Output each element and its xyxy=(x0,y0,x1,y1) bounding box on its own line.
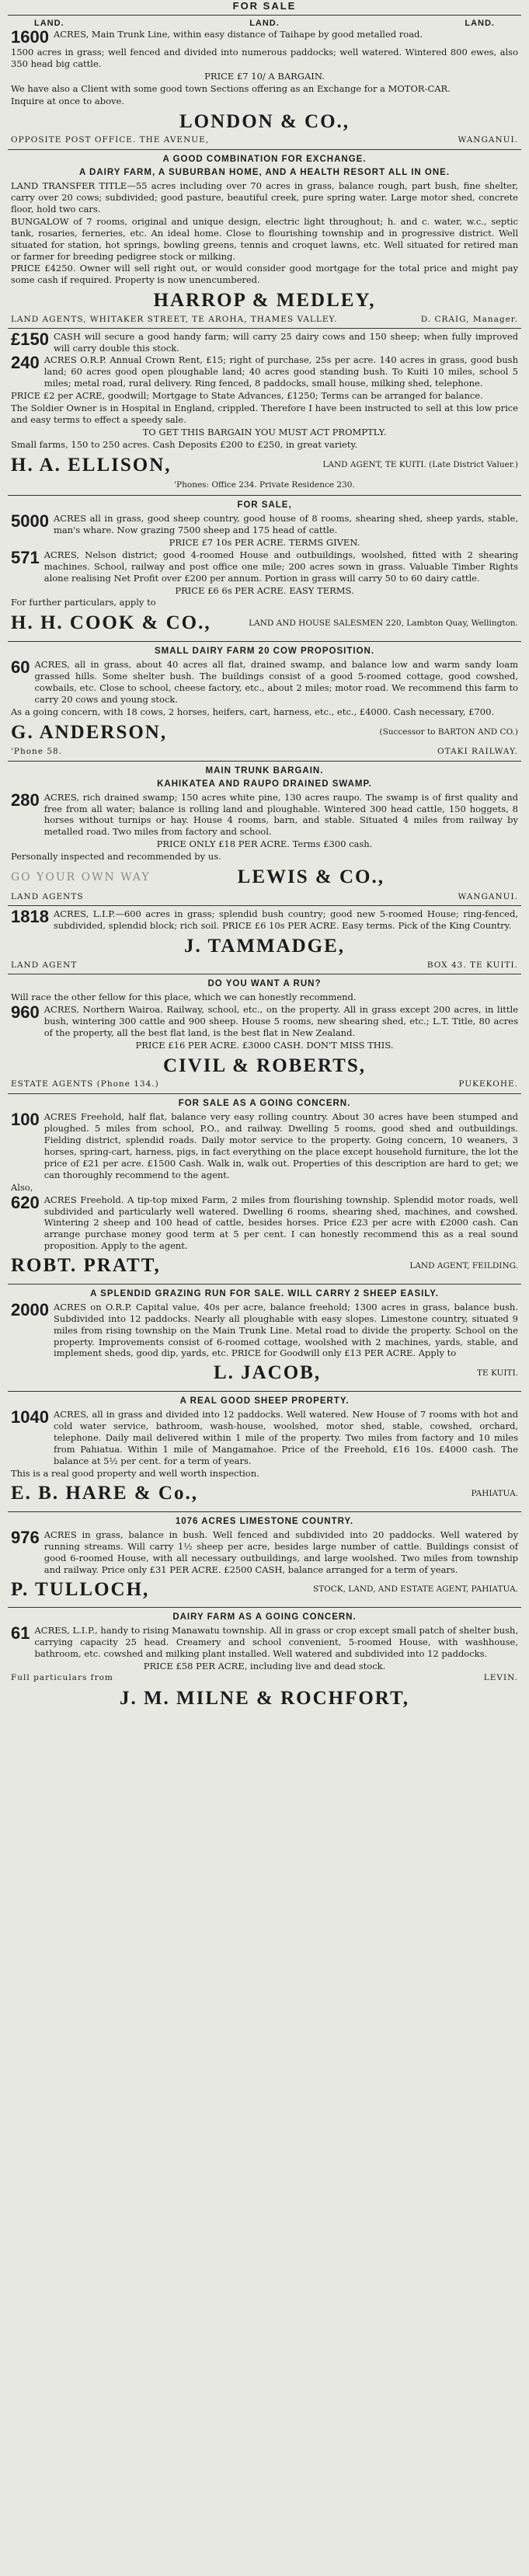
ad-milne-rochfort xyxy=(8,1608,521,1715)
listing-text: ACRES, L.I.P.—600 acres in grass; splendid bush country; good new 5-roomed House; ring-fenced, subdivided, splendid block; rich soil. PRICE £6 10s PER ACRE. Easy terms. Pick of the King Country. xyxy=(53,908,518,932)
ad-jacob xyxy=(8,1285,521,1392)
listing-text: ACRES O.R.P. Annual Crown Rent, £15; right of purchase, 25s per acre. 140 acres in grass, good bush land; 60 acres good open ploughable land; 40 acres good standing bush. To Kuiti 10 miles, school 5 miles; metal road, rural delivery. Ring fenced, 8 paddocks, small house, milking shed, telephone. xyxy=(44,354,518,389)
classified-page xyxy=(8,0,521,2576)
acreage: 1600 xyxy=(11,27,49,47)
ad-hare-co xyxy=(8,1392,521,1512)
ad-lewis-co xyxy=(8,762,521,907)
paragraph: Small farms, 150 to 250 acres. Cash Deposits £200 to £250, in great variety. xyxy=(11,438,358,450)
acreage: 620 xyxy=(11,1192,40,1212)
acreage: 100 xyxy=(11,1110,40,1130)
firm-details: STOCK, LAND, AND ESTATE AGENT, PAHIATUA. xyxy=(312,1584,518,1595)
listing xyxy=(11,513,518,536)
ad-ellison xyxy=(8,329,521,496)
firm-address xyxy=(11,747,518,758)
firm-address xyxy=(11,892,518,903)
price-figure: £150 xyxy=(11,329,49,350)
ad-heading: FOR SALE, xyxy=(237,500,292,510)
paragraph: PRICE £4250. Owner will sell right out, or would consider good mortgage for the total price and might pay some cash if required. Property is now unencumbered. xyxy=(11,263,518,286)
firm-address xyxy=(11,135,518,146)
listing xyxy=(11,1299,518,1360)
listing xyxy=(11,1625,518,1660)
firm-row xyxy=(11,609,518,638)
ad-heading: DAIRY FARM AS A GOING CONCERN. xyxy=(172,1612,357,1623)
listing-text: ACRES, rich drained swamp; 150 acres white pine, 130 acres raupo. The swamp is of first quality and free from all water; balance is rolling land and ploughable. Wintered 300 head cattle, 150 hoggets, 8 horses without turnips or hay. House 4 rooms, barn, and stable. Situated 4 miles from railway by metalled road. Two miles from factory and school. xyxy=(44,791,518,838)
firm-address xyxy=(11,315,518,326)
firm-name: HARROP & MEDLEY, xyxy=(153,290,376,312)
firm-details: LAND AGENT, TE KUITI. (Late District Valuer.) xyxy=(322,460,518,470)
ad-anderson xyxy=(8,642,521,762)
ad-pratt xyxy=(8,1094,521,1285)
inquire-note: Inquire at once to above. xyxy=(11,95,125,106)
paragraph: PRICE £2 per ACRE, goodwill; Mortgage to State Advances, £1250; Terms can be arranged for balance. xyxy=(11,390,483,402)
acreage: 960 xyxy=(11,1002,40,1023)
address-left: ESTATE AGENTS (Phone 134.) xyxy=(11,1079,159,1089)
ad-london-co xyxy=(8,16,521,150)
address-right: WANGANUI. xyxy=(458,135,518,145)
address-left: LAND AGENTS, WHITAKER STREET, TE AROHA, THAMES VALLEY. xyxy=(11,314,338,324)
firm-row xyxy=(11,1576,518,1605)
client-note: We have also a Client with some good town Sections offering as an Exchange for a MOTOR-CAR. xyxy=(11,83,451,94)
address-right: LEVIN. xyxy=(483,1672,518,1682)
firm-details: LAND AND HOUSE SALESMEN 220, Lambton Quay, Wellington. xyxy=(249,618,518,628)
price: PRICE £6 6s PER ACRE. EASY TERMS. xyxy=(175,584,354,596)
listing-text: ACRES, Main Trunk Line, within easy distance of Taihape by good metalled road. xyxy=(53,29,423,40)
listing-text: ACRES, Nelson district; good 4-roomed House and outbuildings, woolshed, fitted with 2 shearing machines. School, railway and post office one mile; 200 acres sown in grass. Valuable Timber Rights alone realising Net Profit over £200 per annum. Portion in grass will carry 50 to 60 dairy cattle. xyxy=(44,549,518,584)
firm-name: LONDON & CO., xyxy=(179,110,350,132)
ad-heading: MAIN TRUNK BARGAIN. xyxy=(205,765,324,776)
faded-text: GO YOUR OWN WAY xyxy=(11,871,151,884)
price: PRICE £16 PER ACRE. £3000 CASH. DON'T MISS THIS. xyxy=(135,1040,394,1051)
firm-address xyxy=(11,1079,518,1090)
phone: 'Phone 58. xyxy=(11,747,63,757)
paragraph: Personally inspected and recommended by us. xyxy=(11,851,221,863)
listing xyxy=(11,354,518,389)
listing-text: ACRES, all in grass and divided into 12 paddocks. Well watered. New House of 7 rooms with hot and cold water service, bathroom, wash-house, woolshed, motor shed, stable, cowshed, orchard, telephone. Daily mail delivered within 1 mile of the property. Two miles from factory and 10 miles from Pahiatua. Within 1 mile of Mangamahoe. Price of the Freehold, £16 10s. £4000 cash. The balance at 5½ per cent. for a term of years. xyxy=(53,1408,518,1466)
firm-name: ROBT. PRATT, xyxy=(11,1255,161,1277)
listing-body: 1500 acres in grass; well fenced and divided into numerous paddocks; well watered. Wintered 800 ewes, also 350 head big cattle. xyxy=(11,47,518,70)
acreage: 240 xyxy=(11,353,40,373)
ad-subheading: A DAIRY FARM, A SUBURBAN HOME, AND A HEALTH RESORT ALL IN ONE. xyxy=(78,167,451,177)
acreage: 61 xyxy=(11,1623,30,1644)
ad-harrop-medley xyxy=(8,150,521,329)
land-label: LAND. xyxy=(249,18,280,28)
ad-heading: DO YOU WANT A RUN? xyxy=(207,979,322,989)
listing xyxy=(11,792,518,838)
call-to-action: TO GET THIS BARGAIN YOU MUST ACT PROMPTLY. xyxy=(142,426,387,437)
land-row xyxy=(11,18,518,29)
ad-civil-roberts xyxy=(8,974,521,1094)
firm-row xyxy=(11,1480,518,1508)
price: PRICE ONLY £18 PER ACRE. Terms £300 cash. xyxy=(156,838,373,850)
paragraph: This is a real good property and well worth inspection. xyxy=(11,1467,259,1479)
acreage: 1818 xyxy=(11,907,49,927)
further-note: Full particulars from xyxy=(11,1672,113,1682)
address-right: BOX 43. TE KUITI. xyxy=(426,960,518,970)
address-right: D. CRAIG, Manager. xyxy=(420,314,518,324)
firm-row xyxy=(11,451,518,480)
firm-details: (Successor to BARTON AND CO.) xyxy=(379,727,518,737)
firm-name: LEWIS & CO., xyxy=(237,866,385,888)
ad-tulloch xyxy=(8,1512,521,1608)
ad-cook-co xyxy=(8,496,521,642)
paragraph: LAND TRANSFER TITLE—55 acres including over 70 acres in grass, balance rough, part bush, fine shelter, carry over 20 cows; subdivided; good pasture, beautiful creek, pure spring water. Large motor shed, concrete floor, hold two cars. xyxy=(11,180,518,214)
ad-heading: FOR SALE AS A GOING CONCERN. xyxy=(178,1099,351,1109)
firm-details: PAHIATUA. xyxy=(471,1488,518,1498)
listing-text: ACRES on O.R.P. Capital value, 40s per acre, balance freehold; 1300 acres in grass, balance bush. Subdivided into 12 paddocks. Nearly all ploughable with easy slopes. Limestone country, situated 9 miles from rising township on the Main Trunk Line. Metal road to divide the property. School on the property. Improvements consist of 6-roomed cottage, woolshed with 2 machines, yards, stable, and implement sheds, good dip, yards, etc. PRICE for Goodwill only £13 PER ACRE. Apply to xyxy=(53,1301,518,1359)
listing-text: ACRES, Northern Wairoa. Railway, school, etc., on the property. All in grass except 200 acres, in little bush, wintering 300 cattle and 900 sheep. House 5 rooms, new shearing shed, etc.; L.T. Title, 80 acres of the property, all the best flat land, is the best flat in New Zealand. xyxy=(44,1004,518,1039)
acreage: 1040 xyxy=(11,1407,49,1427)
paragraph: The Soldier Owner is in Hospital in England, crippled. Therefore I have been instructed to sell at this low price and easy terms to effect a speedy sale. xyxy=(11,403,518,426)
acreage: 571 xyxy=(11,547,40,567)
firm-name: J. TAMMADGE, xyxy=(183,936,346,957)
firm-name: H. H. COOK & CO., xyxy=(11,612,211,634)
paragraph: Will race the other fellow for this place, which we can honestly recommend. xyxy=(11,992,357,1003)
firm-name: H. A. ELLISON, xyxy=(11,454,172,476)
paragraph: BUNGALOW of 7 rooms, original and unique design, electric light throughout; h. and c. water, w.c., septic tank, rosaries, ferneries, etc. An ideal home. Close to flourishing township and in progressive district. Well situated for station, hot springs, bowling greens, tennis and croquet lawns, etc. Well situated for retired man or farmer for breeding pedigree stock or milking. xyxy=(11,215,518,262)
firm-address xyxy=(11,1673,518,1684)
address-left: OPPOSITE POST OFFICE. THE AVENUE, xyxy=(11,135,210,145)
also-note: Also, xyxy=(11,1181,33,1193)
address-right: OTAKI RAILWAY. xyxy=(437,747,518,757)
firm-row xyxy=(11,863,518,892)
listing xyxy=(11,1194,518,1253)
listing-text: ACRES, all in grass, about 40 acres all flat, drained swamp, and balance low and warm sandy loam grassed hills. Some shelter bush. The buildings consist of a good 5-roomed cottage, good cowshed, cowbails, etc. Close to school, cheese factory, etc., about 2 miles; motor road. We recommend this farm to carry 20 cows and young stock. xyxy=(34,658,518,705)
firm-details: LAND AGENT, FEILDING. xyxy=(409,1260,518,1271)
listing xyxy=(11,908,518,932)
firm-name: J. M. MILNE & ROCHFORT, xyxy=(119,1687,410,1709)
firm-row xyxy=(11,1252,518,1281)
listing-text: ACRES, L.I.P., handy to rising Manawatu township. All in grass or crop except small patch of shelter bush, carrying capacity 25 head. Creamery and school convenient, 5-roomed House, with washhouse, bathroom, etc. cowshed and milking plant installed. Well watered and subdivided into 12 paddocks. xyxy=(34,1625,518,1659)
ad-heading: A SPLENDID GRAZING RUN FOR SALE. WILL CARRY 2 SHEEP EASILY. xyxy=(90,1288,439,1298)
firm-name: L. JACOB, xyxy=(213,1362,322,1384)
land-label: LAND. xyxy=(34,18,64,28)
acreage: 60 xyxy=(11,657,30,677)
firm-name: P. TULLOCH, xyxy=(11,1578,150,1600)
listing-text: ACRES Freehold, half flat, balance very easy rolling country. About 30 acres have been stumped and ploughed. 5 miles from school, P.O., and railway. Dwelling 5 rooms, good shed and outbuildings. Fielding district, splendid roads. Daily motor service to the property. Going concern, 10 weaners, 3 horses, spring-cart, harness, pigs, in fact everything on the place except household furniture, the lot the price of £21 per acre. £1500 Cash. Walk in, walk out. Properties of this description are hard to get; we can thoroughly recommend to the agent. xyxy=(44,1111,518,1180)
listing xyxy=(11,549,518,584)
price: PRICE £58 PER ACRE, including live and dead stock. xyxy=(143,1660,386,1671)
address-right: PUKEKOHE. xyxy=(458,1079,518,1089)
ad-heading: A GOOD COMBINATION FOR EXCHANGE. xyxy=(162,155,367,165)
firm-row xyxy=(11,719,518,748)
acreage: 976 xyxy=(11,1527,40,1547)
listing xyxy=(11,1529,518,1576)
ad-tammadge xyxy=(8,906,521,974)
page-header: FOR SALE xyxy=(8,0,521,16)
firm-name: G. ANDERSON, xyxy=(11,721,168,743)
listing-text: ACRES Freehold. A tip-top mixed Farm, 2 miles from flourishing township. Splendid motor roads, well subdivided and particularly well watered. Dwelling 6 rooms, shearing shed, machines, and cowshed. Wintering 2 sheep and 100 head of cattle, besides horses. Price £23 per acre with £2000 cash. Can arrange purchase money good term at 5 per cent. I can honestly recommend this as a real sound proposition. Apply to the agent. xyxy=(44,1194,518,1252)
listing xyxy=(11,1111,518,1181)
ad-heading: SMALL DAIRY FARM 20 COW PROPOSITION. xyxy=(154,646,375,656)
listing-text: ACRES in grass, balance in bush. Well fenced and subdivided into 20 paddocks. Well watered by running streams. Will carry 1½ sheep per acre, besides large number of cattle. Buildings consist of good 6-roomed House, with all necessary outbuildings, and large woolshed. Two miles from township and railway. Price only £31 PER ACRE. £2500 CASH, balance arranged for a term of years. xyxy=(44,1529,518,1575)
further-note: For further particulars, apply to xyxy=(11,597,156,608)
address-left: LAND AGENT xyxy=(11,960,78,970)
firm-details: TE KUITI. xyxy=(477,1368,518,1378)
firm-row xyxy=(11,1359,518,1388)
firm-address xyxy=(11,960,518,971)
listing xyxy=(11,659,518,706)
listing xyxy=(11,1004,518,1039)
listing xyxy=(11,331,518,354)
address-left: LAND AGENTS xyxy=(11,891,84,901)
listing xyxy=(11,1409,518,1467)
phones: 'Phones: Office 234. Private Residence 230. xyxy=(174,480,355,490)
price: PRICE £7 10/ A BARGAIN. xyxy=(204,71,325,82)
firm-name: E. B. HARE & Co., xyxy=(11,1483,198,1504)
acreage: 5000 xyxy=(11,511,49,531)
firm-name: CIVIL & ROBERTS, xyxy=(162,1054,367,1076)
listing xyxy=(11,29,518,46)
ad-subheading: KAHIKATEA AND RAUPO DRAINED SWAMP. xyxy=(157,779,372,789)
listing-text: CASH will secure a good handy farm; will carry 25 dairy cows and 150 sheep; when fully improved will carry double this stock. xyxy=(53,331,518,354)
listing-text: ACRES all in grass, good sheep country, good house of 8 rooms, shearing shed, sheep yards, stable, man's whare. Now grazing 7500 sheep and 175 head of cattle. xyxy=(53,512,518,535)
ad-heading: 1076 ACRES LIMESTONE COUNTRY. xyxy=(175,1516,354,1526)
land-label: LAND. xyxy=(465,18,495,28)
ad-heading: A REAL GOOD SHEEP PROPERTY. xyxy=(179,1396,350,1406)
price: PRICE £7 10s PER ACRE. TERMS GIVEN. xyxy=(169,536,360,548)
acreage: 2000 xyxy=(11,1299,49,1319)
acreage: 280 xyxy=(11,790,40,810)
address-right: WANGANUI. xyxy=(458,891,518,901)
paragraph: As a going concern, with 18 cows, 2 horses, heifers, cart, harness, etc., etc., £4000. Cash necessary, £700. xyxy=(11,706,495,717)
